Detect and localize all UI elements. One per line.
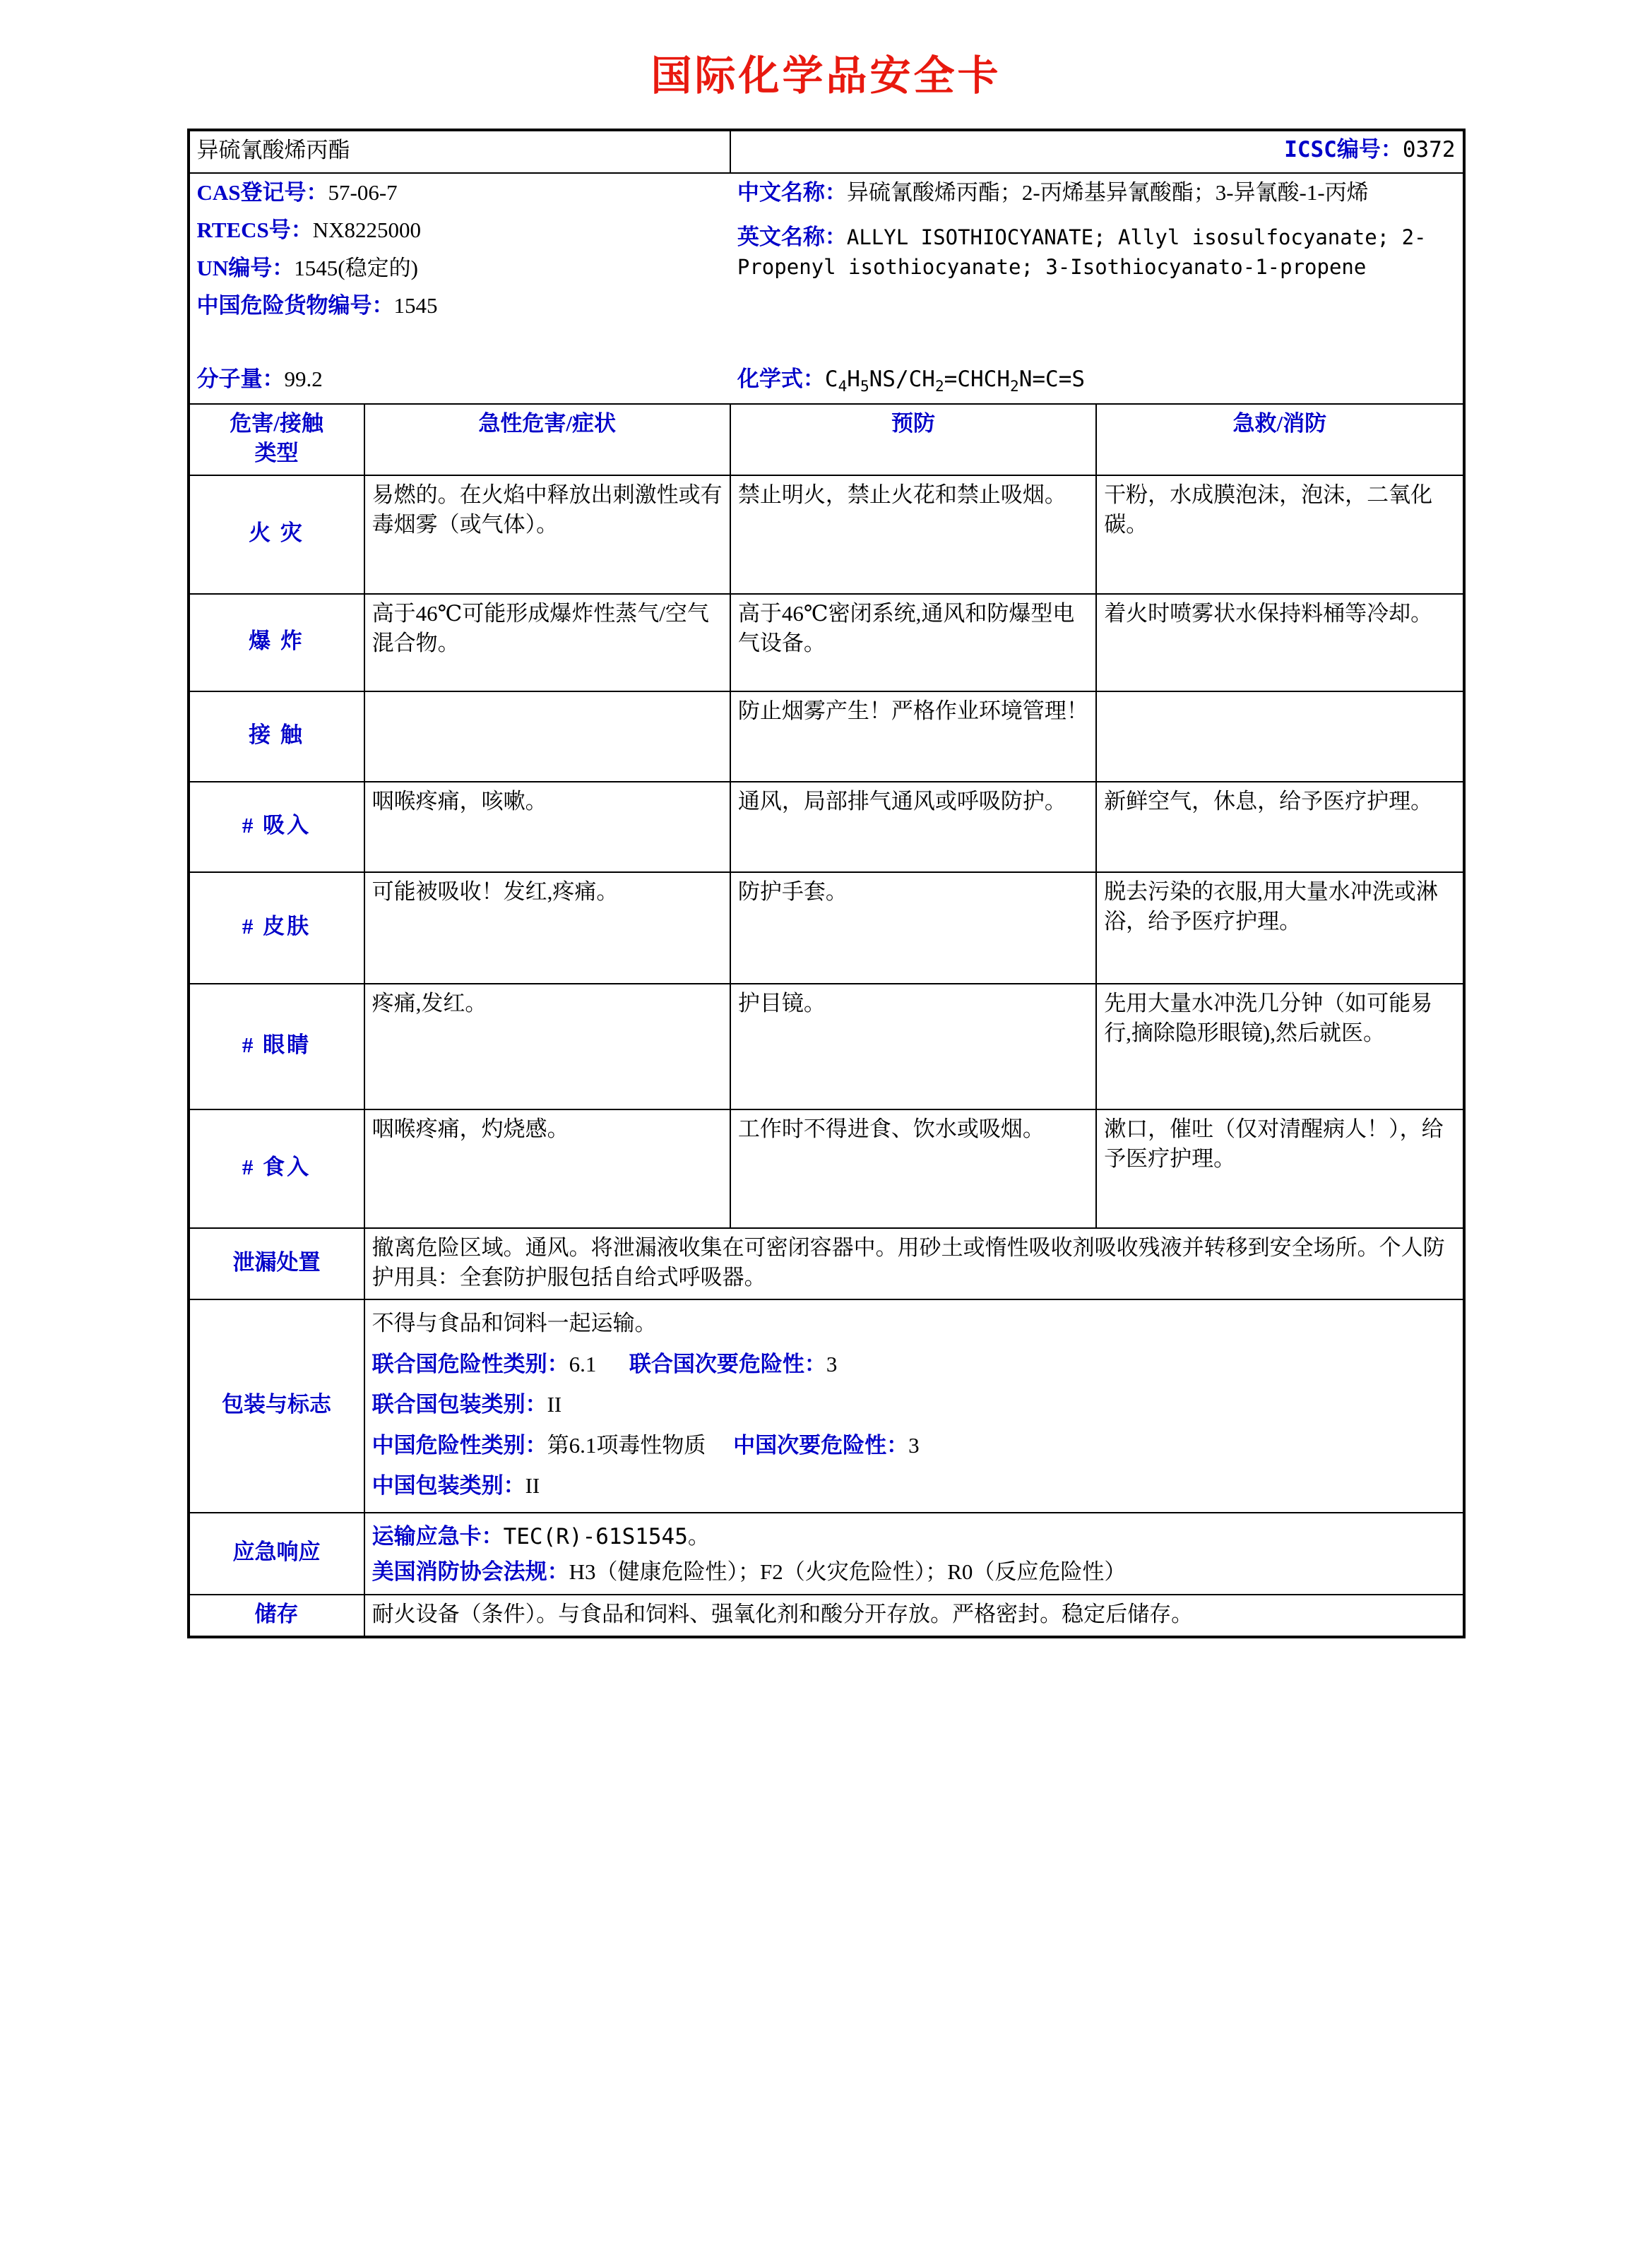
row-category: 火 灾 — [190, 475, 364, 594]
un-value: 1545(稳定的) — [294, 255, 418, 280]
un-pack-value: II — [547, 1392, 562, 1417]
spill-text: 撤离危险区域。通风。将泄漏液收集在可密闭容器中。用砂土或惰性吸收剂吸收残液并转移到安全场所。个人防护用具：全套防护服包括自给式呼吸器。 — [364, 1228, 1463, 1299]
molecular-weight-cell — [190, 336, 730, 404]
storage-label: 储存 — [190, 1595, 364, 1636]
formula-cell — [730, 336, 1463, 404]
un-label: UN编号： — [196, 255, 295, 280]
spill-row — [190, 1228, 1463, 1299]
row-category: 接 触 — [190, 691, 364, 782]
un-pack-label: 联合国包装类别： — [372, 1392, 547, 1417]
table-row — [190, 782, 1463, 872]
hazard-header-type — [190, 404, 364, 475]
row-category: # 眼睛 — [190, 984, 364, 1109]
mw-value: 99.2 — [284, 366, 323, 391]
row-firstaid: 新鲜空气，休息，给予医疗护理。 — [1096, 782, 1462, 872]
cn-danger-row — [197, 291, 723, 321]
cn-danger-label: 中国危险货物编号： — [196, 293, 394, 319]
cas-label: CAS登记号： — [196, 179, 328, 205]
row-prevention: 工作时不得进食、饮水或吸烟。 — [730, 1109, 1096, 1228]
mw-label: 分子量： — [196, 366, 285, 391]
un-sub-value: 3 — [826, 1351, 838, 1376]
row-symptoms: 高于46℃可能形成爆炸性蒸气/空气混合物。 — [364, 594, 730, 691]
un-class-line — [372, 1350, 1456, 1379]
nfpa-line — [372, 1557, 1456, 1587]
cas-value: 57-06-7 — [328, 179, 398, 205]
cn-pack-value: II — [525, 1473, 540, 1499]
nfpa-label: 美国消防协会法规： — [372, 1559, 569, 1585]
icsc-table — [190, 131, 1463, 1636]
row-symptoms: 易燃的。在火焰中释放出刺激性或有毒烟雾（或气体）。 — [364, 475, 730, 594]
rtecs-row — [197, 215, 723, 245]
un-class-value: 6.1 — [569, 1351, 597, 1376]
en-name-block — [737, 222, 1456, 282]
emergency-row — [190, 1513, 1463, 1595]
table-row — [190, 1109, 1463, 1228]
zh-name-label: 中文名称： — [737, 179, 847, 205]
packaging-text — [364, 1299, 1463, 1513]
nfpa-value: H3（健康危险性）；F2（火灾危险性）；R0（反应危险性） — [569, 1559, 1127, 1585]
header-row — [190, 131, 1463, 173]
zh-name-block — [737, 178, 1456, 208]
row-firstaid: 脱去污染的衣服,用大量水冲洗或淋浴，给予医疗护理。 — [1096, 872, 1462, 984]
row-symptoms: 咽喉疼痛，灼烧感。 — [364, 1109, 730, 1228]
icsc-number-cell — [730, 131, 1463, 173]
packaging-label: 包装与标志 — [190, 1299, 364, 1513]
cn-danger-value: 1545 — [393, 293, 438, 319]
row-prevention: 禁止明火，禁止火花和禁止吸烟。 — [730, 475, 1096, 594]
row-firstaid: 漱口，催吐（仅对清醒病人！），给予医疗护理。 — [1096, 1109, 1462, 1228]
row-firstaid: 先用大量水冲洗几分钟（如可能易行,摘除隐形眼镜),然后就医。 — [1096, 984, 1462, 1109]
emergency-text — [364, 1513, 1463, 1595]
table-row — [190, 984, 1463, 1109]
cas-row — [197, 178, 723, 208]
cn-pack-label: 中国包装类别： — [372, 1473, 525, 1499]
un-class-label: 联合国危险性类别： — [372, 1351, 569, 1376]
table-row — [190, 872, 1463, 984]
formula-value: $C_4H_5NS/CH_2=CHCH_2N=C=S$ — [824, 366, 1086, 395]
icsc-label: ICSC编号： — [1284, 137, 1403, 162]
substance-name: 异硫氰酸烯丙酯 — [190, 131, 730, 173]
cn-class-label: 中国危险性类别： — [372, 1432, 547, 1458]
transport-label: 运输应急卡： — [372, 1523, 504, 1549]
zh-name-value: 异硫氰酸烯丙酯；2-丙烯基异氰酸酯；3-异氰酸-1-丙烯 — [846, 179, 1369, 205]
row-symptoms: 咽喉疼痛，咳嗽。 — [364, 782, 730, 872]
hazard-header-type-line2: 类型 — [254, 440, 299, 465]
row-category: 爆 炸 — [190, 594, 364, 691]
row-firstaid — [1096, 691, 1462, 782]
un-sub-label: 联合国次要危险性： — [629, 1351, 826, 1376]
hazard-header-prevention: 预防 — [730, 404, 1096, 475]
identity-codes — [190, 173, 730, 336]
page-title: 国际化学品安全卡 — [650, 52, 1002, 100]
en-name-label: 英文名称： — [737, 225, 847, 250]
un-pack-line — [372, 1390, 1456, 1419]
row-category: # 皮肤 — [190, 872, 364, 984]
cn-pack-line — [372, 1471, 1456, 1501]
packaging-line1: 不得与食品和饲料一起运输。 — [372, 1311, 657, 1336]
icsc-value: 0372 — [1402, 137, 1456, 162]
row-prevention: 护目镜。 — [730, 984, 1096, 1109]
storage-text: 耐火设备（条件）。与食品和饲料、强氧化剂和酸分开存放。严格密封。稳定后储存。 — [364, 1595, 1463, 1636]
identity-row — [190, 173, 1463, 336]
row-prevention: 通风，局部排气通风或呼吸防护。 — [730, 782, 1096, 872]
storage-row — [190, 1595, 1463, 1636]
packaging-row — [190, 1299, 1463, 1513]
transport-card-line — [372, 1522, 1456, 1552]
cn-class-value: 第6.1项毒性物质 — [547, 1432, 706, 1458]
row-category: # 食入 — [190, 1109, 364, 1228]
rtecs-value: NX8225000 — [312, 218, 422, 243]
emergency-label: 应急响应 — [190, 1513, 364, 1595]
table-row — [190, 691, 1463, 782]
row-prevention: 高于46℃密闭系统,通风和防爆型电气设备。 — [730, 594, 1096, 691]
formula-label: 化学式： — [737, 366, 825, 391]
row-symptoms — [364, 691, 730, 782]
transport-value: TEC(R)-61S1545。 — [503, 1523, 710, 1549]
table-row — [190, 475, 1463, 594]
spill-label: 泄漏处置 — [190, 1228, 364, 1299]
icsc-card — [187, 129, 1466, 1638]
cn-sub-value: 3 — [908, 1432, 920, 1458]
hazard-header-symptoms: 急性危害/症状 — [364, 404, 730, 475]
hazard-header-type-line1: 危害/接触 — [230, 411, 323, 436]
row-firstaid: 干粉，水成膜泡沫，泡沫，二氧化碳。 — [1096, 475, 1462, 594]
row-symptoms: 疼痛,发红。 — [364, 984, 730, 1109]
hazard-header-firstaid: 急救/消防 — [1096, 404, 1462, 475]
row-symptoms: 可能被吸收！发红,疼痛。 — [364, 872, 730, 984]
row-prevention: 防止烟雾产生！严格作业环境管理！ — [730, 691, 1096, 782]
row-prevention: 防护手套。 — [730, 872, 1096, 984]
cn-class-line — [372, 1431, 1456, 1460]
en-name-value: ALLYL ISOTHIOCYANATE; Allyl isosulfocyanate; 2-Propenyl isothiocyanate; 3-Isothiocyanato-1-propene — [737, 225, 1427, 280]
row-category: # 吸入 — [190, 782, 364, 872]
cn-sub-label: 中国次要危险性： — [733, 1432, 909, 1458]
identity-names — [730, 173, 1463, 336]
rtecs-label: RTECS号： — [196, 218, 313, 243]
hazard-header-row — [190, 404, 1463, 475]
row-firstaid: 着火时喷雾状水保持料桶等冷却。 — [1096, 594, 1462, 691]
formula-row — [190, 336, 1463, 404]
table-row — [190, 594, 1463, 691]
un-row — [197, 254, 723, 283]
